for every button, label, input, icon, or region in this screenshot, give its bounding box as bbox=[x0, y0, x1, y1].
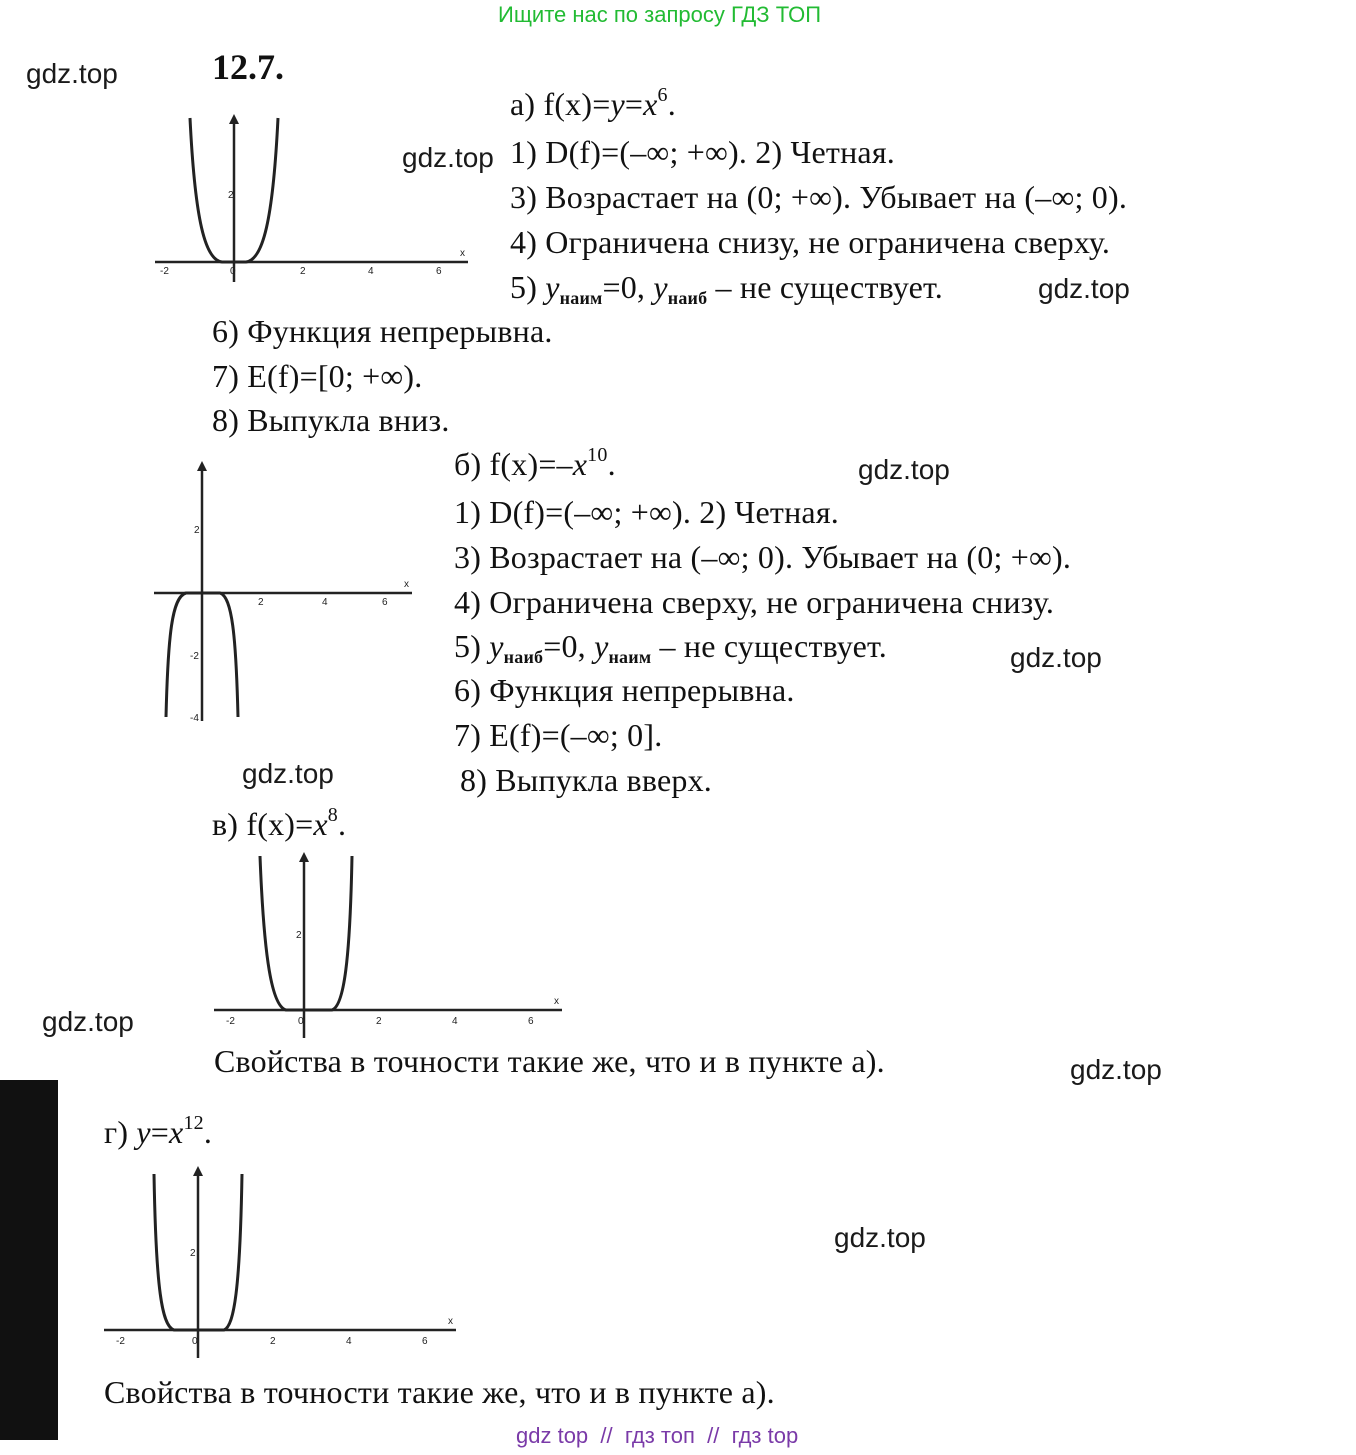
subscript: наим bbox=[559, 288, 603, 308]
part-d-note: Свойства в точности такие же, что и в пункте а). bbox=[104, 1374, 775, 1410]
item-number: 5) bbox=[510, 269, 546, 305]
var-y: y bbox=[653, 269, 668, 305]
y-tick-label: -2 bbox=[190, 651, 199, 662]
period: . bbox=[667, 86, 676, 122]
var-y: y bbox=[594, 628, 609, 664]
property-line: 1) D(f)=(–∞; +∞). 2) Четная. bbox=[510, 134, 895, 170]
x-tick-label: -2 bbox=[116, 1336, 125, 1347]
watermark: gdz.top bbox=[242, 758, 334, 789]
x-tick-label: 0 bbox=[192, 1336, 198, 1347]
part-label: а) bbox=[510, 86, 544, 122]
graph-d bbox=[100, 1160, 470, 1360]
x-tick-label: -2 bbox=[160, 266, 169, 277]
x-tick-label: 6 bbox=[436, 266, 442, 277]
watermark: gdz.top bbox=[402, 142, 494, 173]
part-label: в) bbox=[212, 806, 247, 842]
x-tick-label: 4 bbox=[322, 597, 328, 608]
x-axis-label: x bbox=[404, 579, 409, 590]
subscript: наиб bbox=[667, 288, 708, 308]
part-label: б) bbox=[454, 446, 490, 482]
y-axis-arrow bbox=[197, 461, 207, 471]
search-banner: Ищите нас по запросу ГДЗ ТОП bbox=[498, 2, 822, 27]
value-text: =0, bbox=[602, 269, 654, 305]
x-tick-label: 0 bbox=[298, 1016, 304, 1027]
exponent: 12 bbox=[183, 1112, 204, 1134]
value-text: =0, bbox=[543, 628, 595, 664]
var-y: y bbox=[545, 269, 560, 305]
value-text: – не существует. bbox=[707, 269, 944, 305]
equals: = bbox=[624, 86, 644, 122]
var-y: y bbox=[610, 86, 625, 122]
x-tick-label: 4 bbox=[368, 266, 374, 277]
property-line: 1) D(f)=(–∞; +∞). 2) Четная. bbox=[454, 494, 839, 530]
x-tick-label: 2 bbox=[258, 597, 264, 608]
x-tick-label: 2 bbox=[376, 1016, 382, 1027]
watermark: gdz.top bbox=[1010, 642, 1102, 673]
curve-x8 bbox=[260, 856, 352, 1010]
var-y: y bbox=[489, 628, 504, 664]
problem-number: 12.7. bbox=[212, 47, 284, 87]
property-line: 6) Функция непрерывна. bbox=[212, 313, 553, 349]
var-y: y bbox=[136, 1114, 151, 1150]
x-tick-label: 2 bbox=[270, 1336, 276, 1347]
property-line: 4) Ограничена сверху, не ограничена снизу. bbox=[454, 584, 1055, 620]
x-tick-label: 6 bbox=[382, 597, 388, 608]
x-axis-label: x bbox=[554, 996, 559, 1007]
exponent: 6 bbox=[657, 84, 668, 106]
part-label: г) bbox=[104, 1114, 137, 1150]
x-tick-label: 6 bbox=[528, 1016, 534, 1027]
value-text: – не существует. bbox=[651, 628, 888, 664]
property-line: 7) E(f)=[0; +∞). bbox=[212, 358, 423, 394]
property-line: 8) Выпукла вниз. bbox=[212, 402, 450, 438]
part-c-note: Свойства в точности такие же, что и в пункте а). bbox=[214, 1043, 885, 1079]
graph-b bbox=[150, 455, 420, 725]
y-tick-label: 2 bbox=[194, 525, 200, 536]
y-tick-label: 2 bbox=[190, 1248, 196, 1259]
scan-edge bbox=[0, 1080, 58, 1440]
x-tick-label: 0 bbox=[230, 266, 236, 277]
y-tick-label: 2 bbox=[228, 190, 234, 201]
x-tick-label: 4 bbox=[346, 1336, 352, 1347]
x-tick-label: 4 bbox=[452, 1016, 458, 1027]
x-tick-label: -2 bbox=[226, 1016, 235, 1027]
exponent: 8 bbox=[327, 804, 338, 826]
property-line: 3) Возрастает на (0; +∞). Убывает на (–∞; 0). bbox=[510, 179, 1128, 215]
watermark: gdz.top bbox=[1038, 273, 1130, 304]
watermark: gdz.top bbox=[858, 454, 950, 485]
property-line: 7) E(f)=(–∞; 0]. bbox=[454, 717, 663, 753]
item-number: 5) bbox=[454, 628, 490, 664]
function-def: f(x)=– bbox=[489, 446, 573, 482]
x-tick-label: 2 bbox=[300, 266, 306, 277]
part-b-header bbox=[454, 446, 616, 483]
part-d-header bbox=[104, 1114, 212, 1151]
property-line-extrema bbox=[454, 628, 887, 665]
x-tick-label: 6 bbox=[422, 1336, 428, 1347]
x-axis-label: x bbox=[460, 248, 465, 259]
period: . bbox=[338, 806, 347, 842]
property-line: 8) Выпукла вверх. bbox=[460, 762, 712, 798]
footer-links[interactable]: gdz top // гдз топ // гдз top bbox=[516, 1423, 799, 1448]
exponent: 10 bbox=[587, 444, 608, 466]
function-def: f(x)= bbox=[543, 86, 611, 122]
y-axis-arrow bbox=[193, 1166, 203, 1176]
y-tick-label: -4 bbox=[190, 713, 199, 724]
y-axis-arrow bbox=[229, 114, 239, 124]
x-axis-label: x bbox=[448, 1316, 453, 1327]
watermark: gdz.top bbox=[26, 58, 118, 89]
function-def: f(x)= bbox=[246, 806, 314, 842]
y-axis-arrow bbox=[299, 852, 309, 862]
watermark: gdz.top bbox=[1070, 1054, 1162, 1085]
var-x: x bbox=[169, 1114, 184, 1150]
var-x: x bbox=[572, 446, 588, 482]
period: . bbox=[203, 1114, 213, 1150]
watermark: gdz.top bbox=[834, 1222, 926, 1253]
part-a-header bbox=[510, 86, 676, 123]
var-x: x bbox=[643, 86, 658, 122]
property-line: 6) Функция непрерывна. bbox=[454, 672, 795, 708]
property-line: 3) Возрастает на (–∞; 0). Убывает на (0; +∞). bbox=[454, 539, 1072, 575]
property-line: 4) Ограничена снизу, не ограничена сверху. bbox=[510, 224, 1111, 260]
period: . bbox=[607, 446, 616, 482]
watermark: gdz.top bbox=[42, 1006, 134, 1037]
graph-a bbox=[150, 110, 480, 290]
subscript: наим bbox=[608, 647, 652, 667]
var-x: x bbox=[313, 806, 328, 842]
y-tick-label: 2 bbox=[296, 930, 302, 941]
equals: = bbox=[150, 1114, 170, 1150]
subscript: наиб bbox=[503, 647, 544, 667]
graph-c bbox=[210, 850, 570, 1040]
property-line-extrema bbox=[510, 269, 943, 306]
part-c-header bbox=[212, 806, 346, 843]
